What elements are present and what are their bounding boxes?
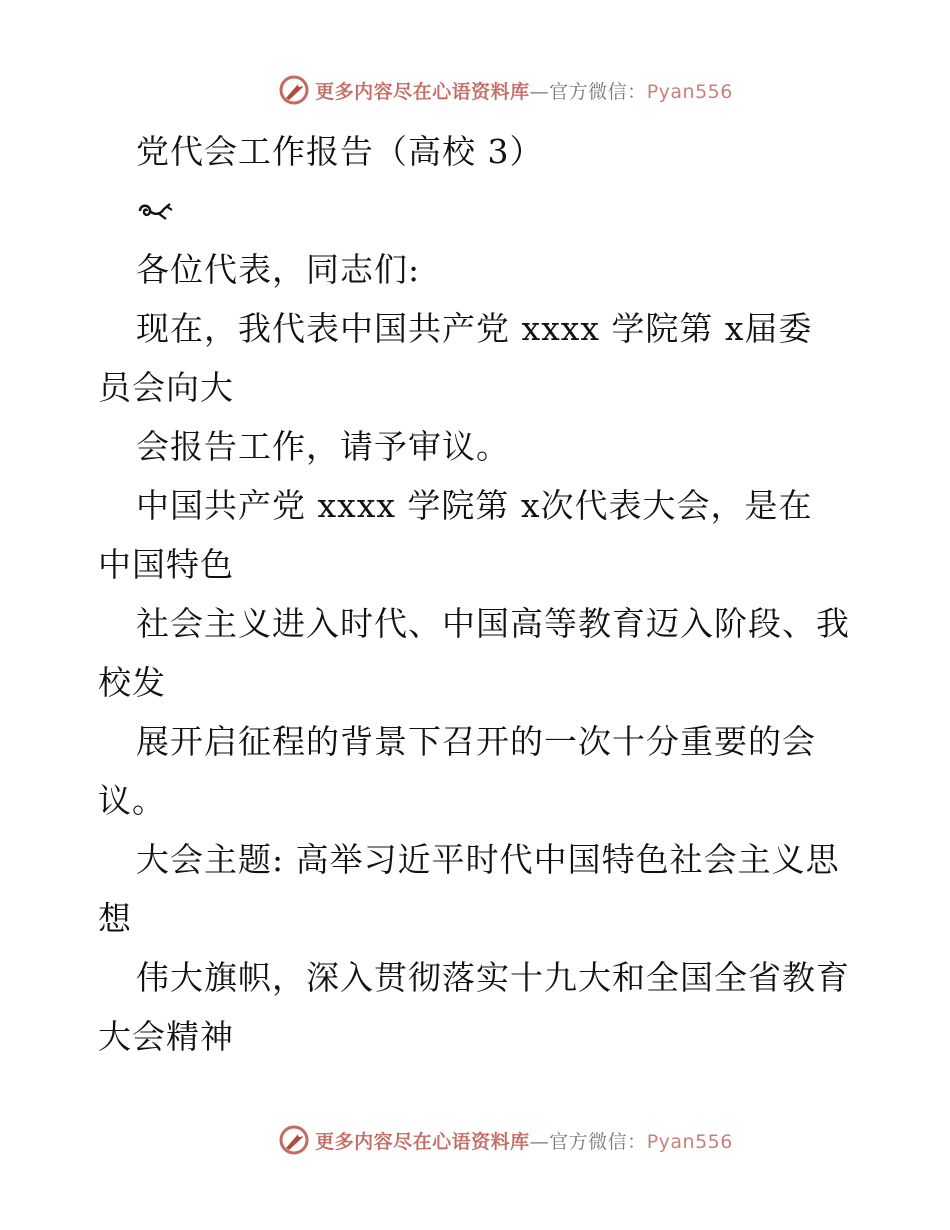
document-title: 党代会工作报告（高校 3） <box>136 132 544 171</box>
watermark-text <box>315 77 733 104</box>
text-line: 员会向大 <box>98 368 234 407</box>
text-line: 中国特色 <box>98 545 234 584</box>
flourish-ornament-icon <box>98 181 858 240</box>
text-line: 大会精神 <box>98 1017 234 1056</box>
text-line: 各位代表，同志们: <box>136 250 421 289</box>
document-body <box>98 122 858 1066</box>
watermark-main: 更多内容尽在心语资料库 <box>315 80 530 103</box>
text-line: 展开启征程的背景下召开的一次十分重要的会 <box>136 722 816 761</box>
text-line: 议。 <box>98 781 166 820</box>
watermark-sub: 官方微信： <box>549 80 647 103</box>
text-line: 社会主义进入时代、中国高等教育迈入阶段、我 <box>136 604 850 643</box>
watermark-text <box>315 1127 733 1154</box>
watermark-id: Pyan556 <box>646 1130 733 1153</box>
pen-nib-logo-icon <box>277 73 311 107</box>
watermark-main: 更多内容尽在心语资料库 <box>315 1130 530 1153</box>
text-line: 现在，我代表中国共产党 xxxx 学院第 x届委 <box>136 309 813 348</box>
text-line: 中国共产党 xxxx 学院第 x次代表大会，是在 <box>136 486 813 525</box>
watermark-dash: — <box>529 80 550 103</box>
text-line: 会报告工作，请予审议。 <box>136 427 510 466</box>
header-watermark <box>0 72 950 108</box>
footer-watermark <box>0 1122 950 1158</box>
watermark-id: Pyan556 <box>646 80 733 103</box>
watermark-dash: — <box>529 1130 550 1153</box>
text-line: 校发 <box>98 663 166 702</box>
text-line: 想 <box>98 899 132 938</box>
text-line: 大会主题: 高举习近平时代中国特色社会主义思 <box>136 840 840 879</box>
pen-nib-logo-icon <box>277 1123 311 1157</box>
watermark-sub: 官方微信： <box>549 1130 647 1153</box>
text-line: 伟大旗帜，深入贯彻落实十九大和全国全省教育 <box>136 958 850 997</box>
